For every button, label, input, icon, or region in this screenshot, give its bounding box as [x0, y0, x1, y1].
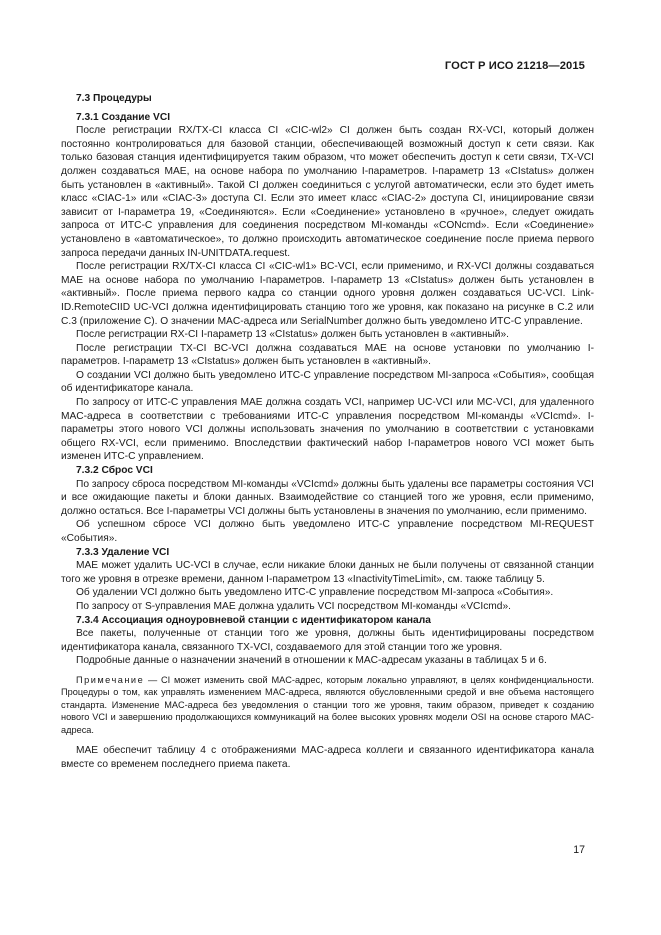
subsection-title-7-3-3: 7.3.3 Удаление VCI	[76, 546, 170, 558]
subsection-title-7-3-2: 7.3.2 Сброс VCI	[76, 465, 153, 477]
paragraph: По запросу от S-управления MAE должна удалить VCI посредством MI-команды «VCIcmd».	[76, 600, 511, 612]
paragraph: MAE обеспечит таблицу 4 с отображениями MAC-адреса коллеги и связанного идентификатора канала вместе со временем последнего приема пакета.	[61, 744, 594, 770]
page-content	[61, 92, 594, 771]
paragraph: После регистрации RX/TX-CI класса CI «CIC-wl2» CI должен быть создан RX-VCI, который должен постоянно контролироваться для базовой станции, обеспечивающей возможный доступ к сети связи. Как только базовая станция идентифицируется таким образом, что может обеспечить доступ к сети связи, TX-VCI должен создаваться MAE, на основе набора по умолчанию I-параметров. I-параметр 13 «CIstatus» должен быть установлен в «активный». Такой CI должен соединиться с услугой автоматически, если это будет иметь класс «CIAC-1» или «CIAC-3» доступа CI. Если это имеет класс «CIAC-2» доступа CI, инициирование связи зависит от I-параметра 19, «Соединяются». Если «Соединение» установлено в «ручное», следует ожидать запроса от ИТС-С управления для соединения посредством MI-команды «CONcmd». Если «Соединение» установлено в «автоматическое», то должно происходить автоматическое соединение после приема первого запроса передачи данных IN-UNITDATA.request.	[61, 125, 594, 259]
paragraph: Все пакеты, полученные от станции того же уровня, должны быть идентифицированы посредством идентификатора канала, связанного TX-VCI, создаваемого для этой станции того же уровня.	[61, 628, 594, 653]
paragraph: По запросу сброса посредством MI-команды «VCIcmd» должны быть удалены все параметры состояния VCI и все ожидающие пакеты и блоки данных. Взаимодействие со станцией того же уровня, если применимо, должно остаться. Все I-параметры VCI должны быть установлены в значения по умолчанию, если применимо.	[61, 478, 594, 517]
page-number: 17	[573, 844, 585, 856]
paragraph: О создании VCI должно быть уведомлено ИТС-С управление посредством MI-запроса «События», сообщая об идентификаторе канала.	[61, 369, 594, 395]
paragraph: Об успешном сбросе VCI должно быть уведомлено ИТС-С управление посредством MI-REQUEST «События».	[61, 519, 594, 544]
subsection-title-7-3-1: 7.3.1 Создание VCI	[76, 111, 171, 123]
section-title: 7.3 Процедуры	[76, 93, 152, 104]
paragraph: После регистрации RX/TX-CI класса CI «CIC-wl1» BC-VCI, если применимо, и RX-VCI должны создаваться MAE на основе набора по умолчанию I-параметров. I-параметр 13 «CIstatus» должен быть установлен в «активный». После приема первого кадра со станции одного уровня должен создаваться UC-VCI. Link-ID.RemoteCIID UC-VCI должна идентифицировать станцию того же уровня, как показано на рисунке в C.2 или C.3 (приложение С). О значении MAC-адреса или SerialNumber должно быть уведомлено ИТС-С управление.	[61, 261, 594, 327]
paragraph: После регистрации TX-CI BC-VCI должна создаваться MAE на основе установки по умолчанию I-параметров. I-параметр 13 «CIstatus» должен быть установлен в «активный».	[61, 342, 594, 368]
subsection-title-7-3-4: 7.3.4 Ассоциация одноуровневой станции с идентификатором канала	[76, 614, 431, 626]
document-header: ГОСТ Р ИСО 21218—2015	[444, 60, 585, 72]
paragraph: По запросу от ИТС-С управления MAE должна создать VCI, например UC-VCI или MC-VCI, для удаленного MAC-адреса в соответствии с требованиями ИТС-С управления посредством MI-команды «VCIcmd». I-параметры этого нового VCI должны использовать значения по умолчанию в соответствии с установками общего RX-VCI, если применимо. Впоследствии фактический набор I-параметров нового VCI может быть изменен ИТС-С управлением.	[61, 397, 594, 463]
paragraph: MAE может удалить UC-VCI в случае, если никакие блоки данных не были получены от связанной станции того же уровня в отрезке времени, данном I-параметром 13 «InactivityTimeLimit», см. также таблицу 5.	[61, 560, 594, 585]
paragraph: Подробные данные о назначении значений в отношении к MAC-адресам указаны в таблицах 5 и 6.	[76, 655, 547, 667]
note	[61, 674, 594, 736]
paragraph: Об удалении VCI должно быть уведомлено ИТС-С управление посредством MI-запроса «События».	[76, 587, 554, 599]
note-text: — CI может изменить свой MAC-адрес, которым локально управляют, в целях конфиденциальности. Процедуры о том, как управлять изменением MAC-адреса, являются обусловленными средой и вне объема настоящего стандарта. Изменение MAC-адреса без уведомления о станции того же уровня, таким образом, приведет к созданию нового VCI и завершению продолжающихся коммуникаций на более высоких уровнях модели OSI на основе старого MAC-адреса.	[61, 674, 594, 735]
note-label: Примечание	[76, 674, 145, 685]
paragraph: После регистрации RX-CI I-параметр 13 «CIstatus» должен быть установлен в «активный».	[76, 329, 509, 341]
